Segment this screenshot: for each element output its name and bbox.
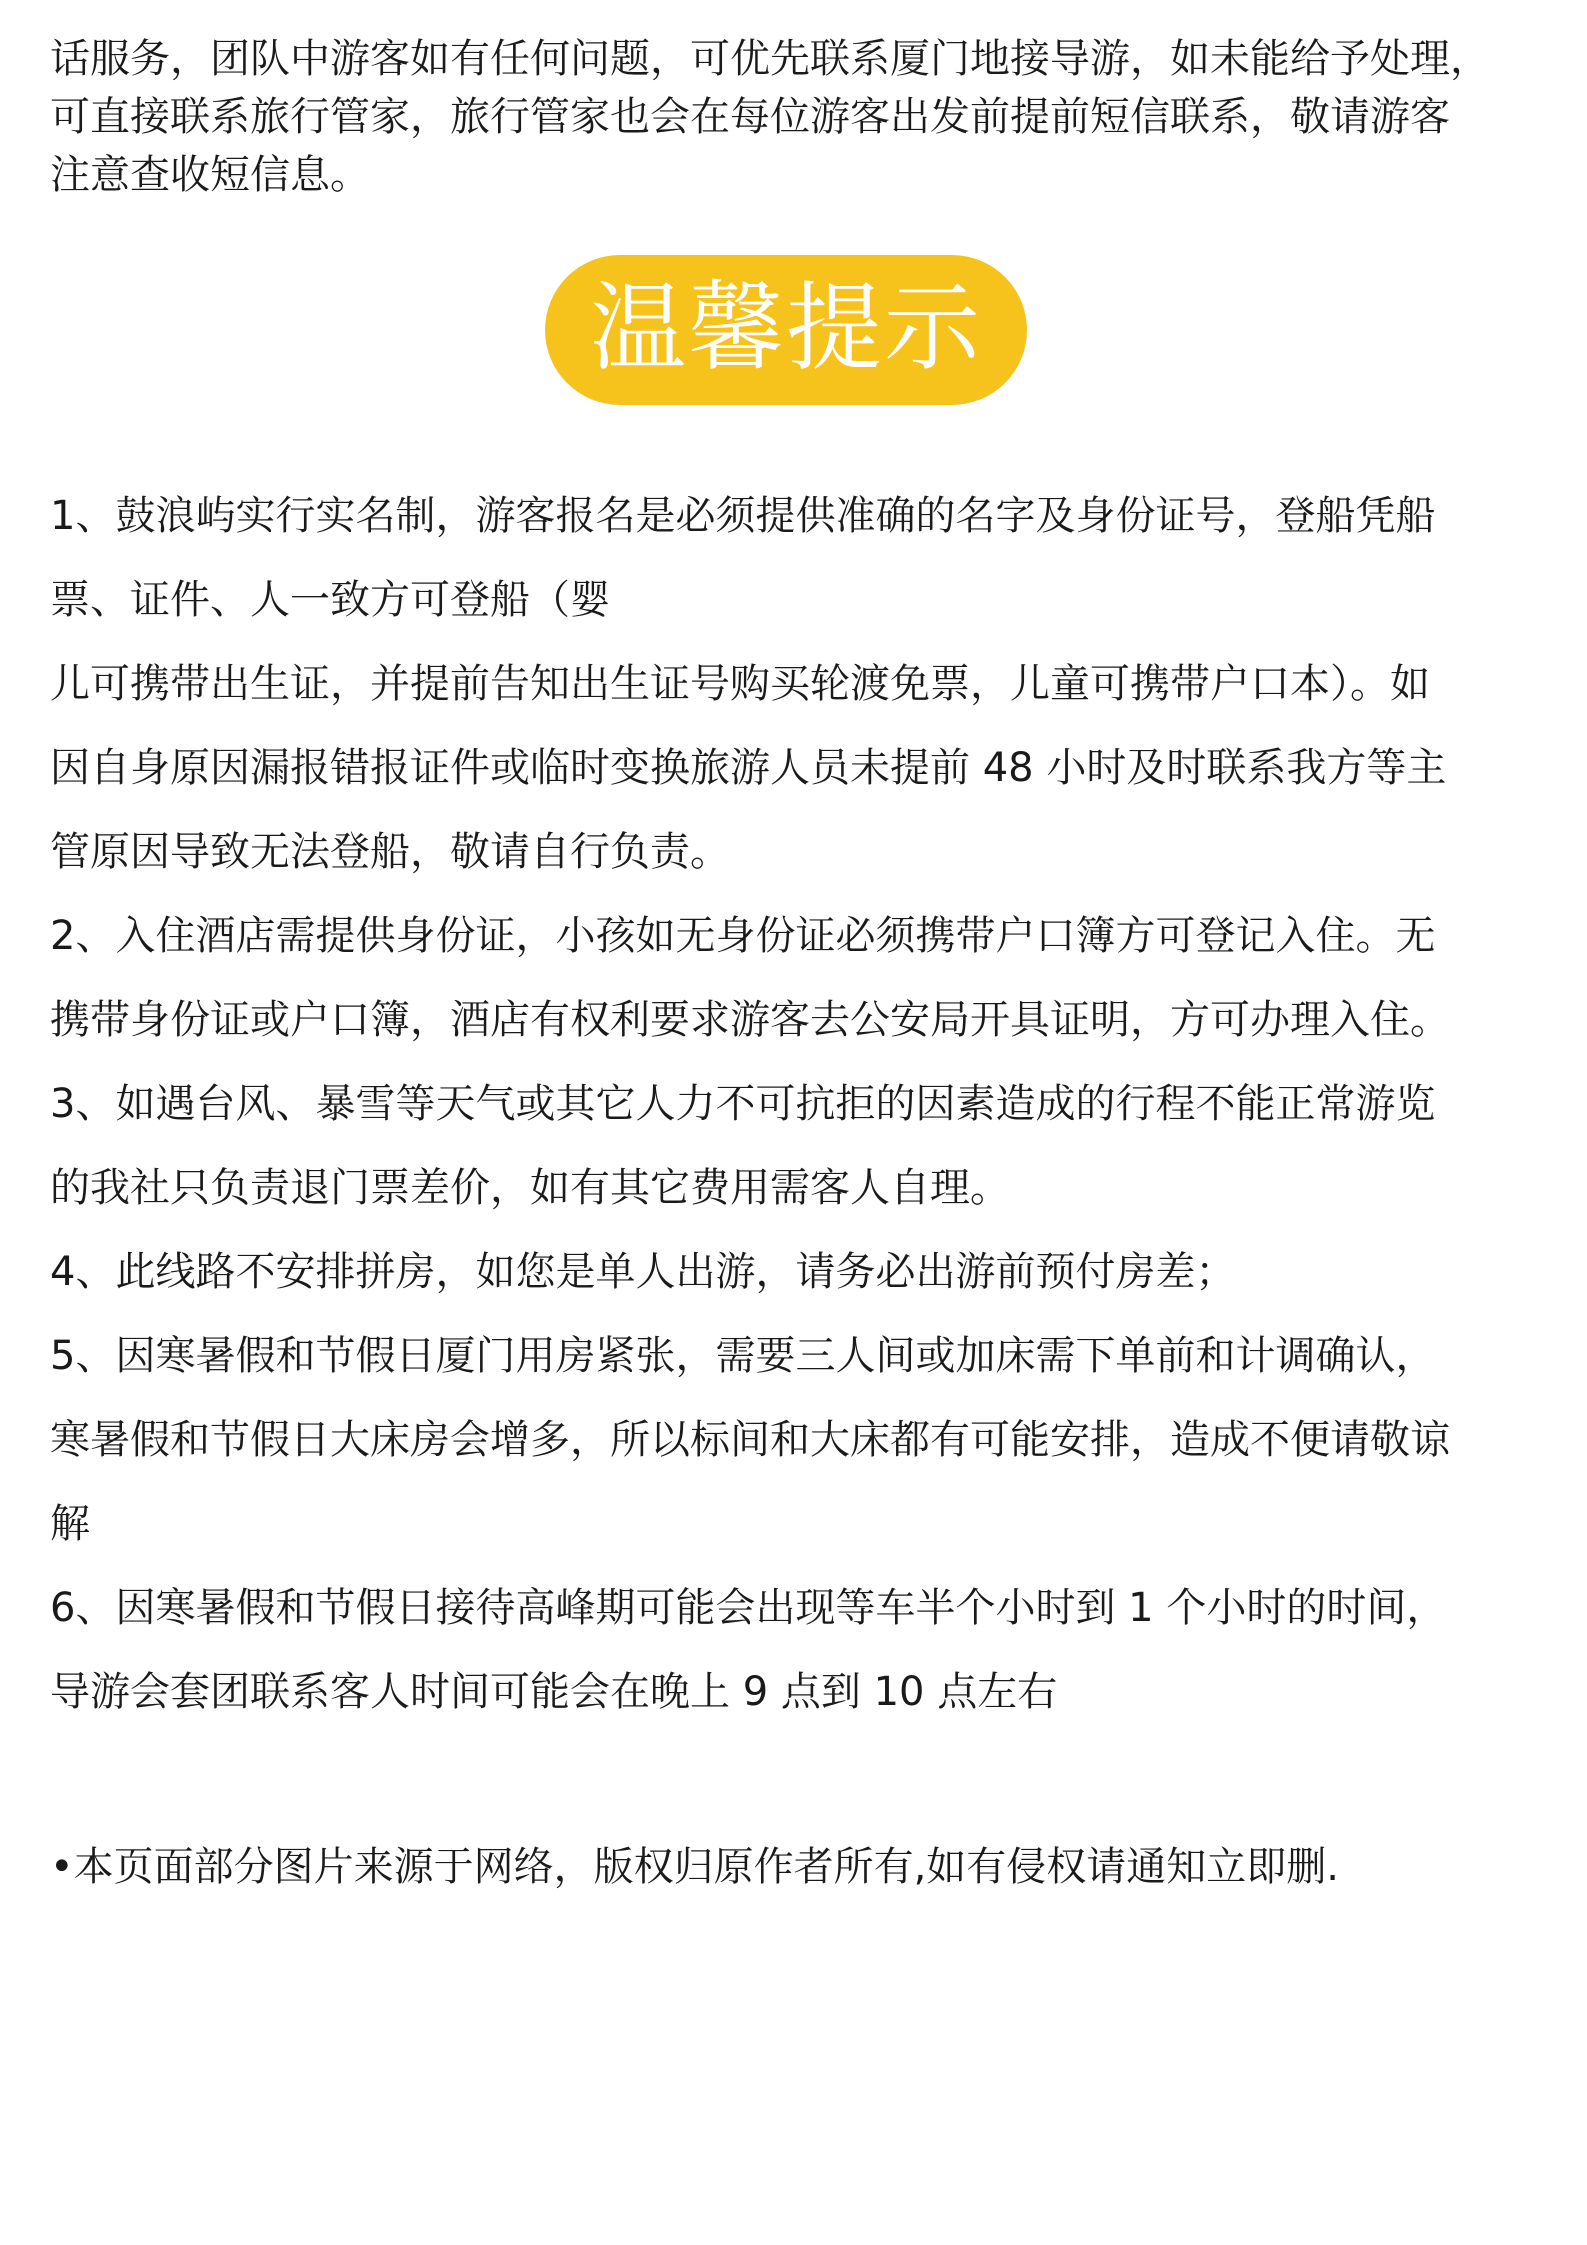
intro-line: 话服务，团队中游客如有任何问题，可优先联系厦门地接导游，如未能给予处理， bbox=[50, 36, 1490, 82]
notice-line: 导游会套团联系客人时间可能会在晚上 9 点到 10 点左右 bbox=[50, 1669, 1058, 1715]
notice-item-4 bbox=[50, 1230, 1550, 1314]
section-title: 温馨提示 bbox=[590, 272, 982, 384]
intro-line: 可直接联系旅行管家，旅行管家也会在每位游客出发前提前短信联系，敬请游客 bbox=[50, 94, 1450, 140]
notice-list bbox=[50, 474, 1550, 1734]
notice-line: 儿可携带出生证，并提前告知出生证号购买轮渡免票，儿童可携带户口本）。如 bbox=[50, 661, 1430, 707]
notice-line: 5、因寒暑假和节假日厦门用房紧张，需要三人间或加床需下单前和计调确认， bbox=[50, 1333, 1436, 1379]
notice-line: 1、鼓浪屿实行实名制，游客报名是必须提供准确的名字及身份证号，登船凭船 bbox=[50, 493, 1436, 539]
notice-line: 3、如遇台风、暴雪等天气或其它人力不可抗拒的因素造成的行程不能正常游览 bbox=[50, 1081, 1436, 1127]
notice-line: 票、证件、人一致方可登船（婴 bbox=[50, 577, 610, 623]
notice-item-1 bbox=[50, 474, 1550, 894]
notice-line: 管原因导致无法登船，敬请自行负责。 bbox=[50, 829, 730, 875]
document-page bbox=[50, 30, 1550, 1890]
notice-line: 因自身原因漏报错报证件或临时变换旅游人员未提前 48 小时及时联系我方等主 bbox=[50, 745, 1447, 791]
intro-paragraph bbox=[50, 30, 1550, 204]
notice-line: 携带身份证或户口簿，酒店有权利要求游客去公安局开具证明，方可办理入住。 bbox=[50, 997, 1450, 1043]
notice-item-6 bbox=[50, 1566, 1550, 1734]
notice-line: 6、因寒暑假和节假日接待高峰期可能会出现等车半个小时到 1 个小时的时间， bbox=[50, 1585, 1447, 1631]
notice-line: 的我社只负责退门票差价，如有其它费用需客人自理。 bbox=[50, 1165, 1010, 1211]
copyright-note: •本页面部分图片来源于网络，版权归原作者所有,如有侵权请通知立即删. bbox=[50, 1844, 1340, 1890]
notice-line: 2、入住酒店需提供身份证，小孩如无身份证必须携带户口簿方可登记入住。无 bbox=[50, 913, 1436, 959]
notice-item-2 bbox=[50, 894, 1550, 1062]
intro-line: 注意查收短信息。 bbox=[50, 152, 370, 198]
section-banner bbox=[545, 255, 1027, 405]
notice-line: 4、此线路不安排拼房，如您是单人出游，请务必出游前预付房差； bbox=[50, 1249, 1236, 1295]
notice-line: 寒暑假和节假日大床房会增多，所以标间和大床都有可能安排，造成不便请敬谅 bbox=[50, 1417, 1450, 1463]
notice-item-3 bbox=[50, 1062, 1550, 1230]
notice-line: 解 bbox=[50, 1501, 90, 1547]
notice-item-5 bbox=[50, 1314, 1550, 1566]
banner-container bbox=[50, 255, 1550, 415]
